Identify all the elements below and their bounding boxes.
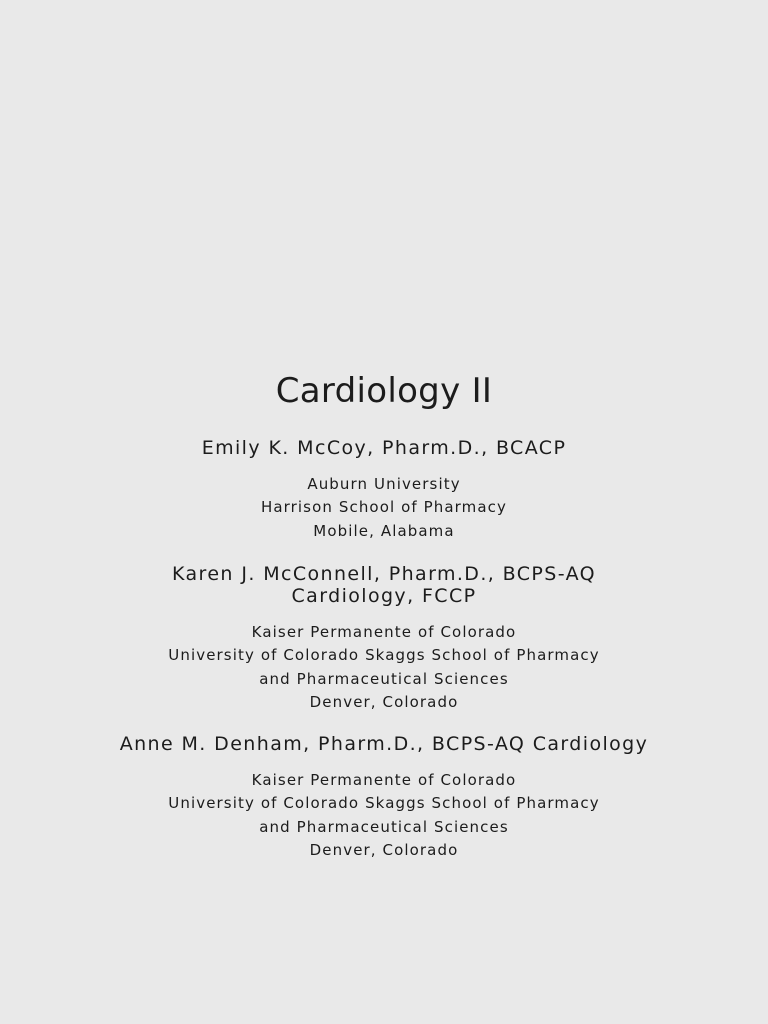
- author-block: [0, 437, 768, 543]
- author-name-line: Cardiology, FCCP: [291, 585, 477, 607]
- affiliation-line: Kaiser Permanente of Colorado: [251, 623, 517, 641]
- author-name-line: Karen J. McConnell, Pharm.D., BCPS-AQ: [171, 563, 597, 585]
- affiliation-line: Harrison School of Pharmacy: [260, 498, 508, 517]
- author-name: [0, 437, 768, 459]
- affiliation-line: and Pharmaceutical Sciences: [259, 669, 509, 688]
- author-name: [0, 733, 768, 755]
- affiliation-line: Kaiser Permanente of Colorado: [251, 771, 517, 789]
- author-affiliation: [0, 473, 768, 543]
- author-block: [0, 563, 768, 714]
- affiliation-line: University of Colorado Skaggs School of Pharmacy: [168, 646, 600, 665]
- affiliation-line: Mobile, Alabama: [313, 521, 455, 540]
- affiliation-line: Denver, Colorado: [309, 840, 459, 859]
- affiliation-line: Denver, Colorado: [309, 692, 459, 711]
- author-affiliation: [0, 621, 768, 714]
- author-name: [0, 563, 768, 607]
- chapter-title: Cardiology II: [275, 371, 493, 411]
- affiliation-line: and Pharmaceutical Sciences: [259, 817, 509, 836]
- author-name-line: Emily K. McCoy, Pharm.D., BCACP: [201, 437, 567, 459]
- author-name-line: Anne M. Denham, Pharm.D., BCPS-AQ Cardiology: [119, 733, 649, 755]
- author-block: [0, 733, 768, 862]
- author-affiliation: [0, 769, 768, 862]
- affiliation-line: Auburn University: [307, 475, 461, 493]
- affiliation-line: University of Colorado Skaggs School of Pharmacy: [168, 794, 600, 813]
